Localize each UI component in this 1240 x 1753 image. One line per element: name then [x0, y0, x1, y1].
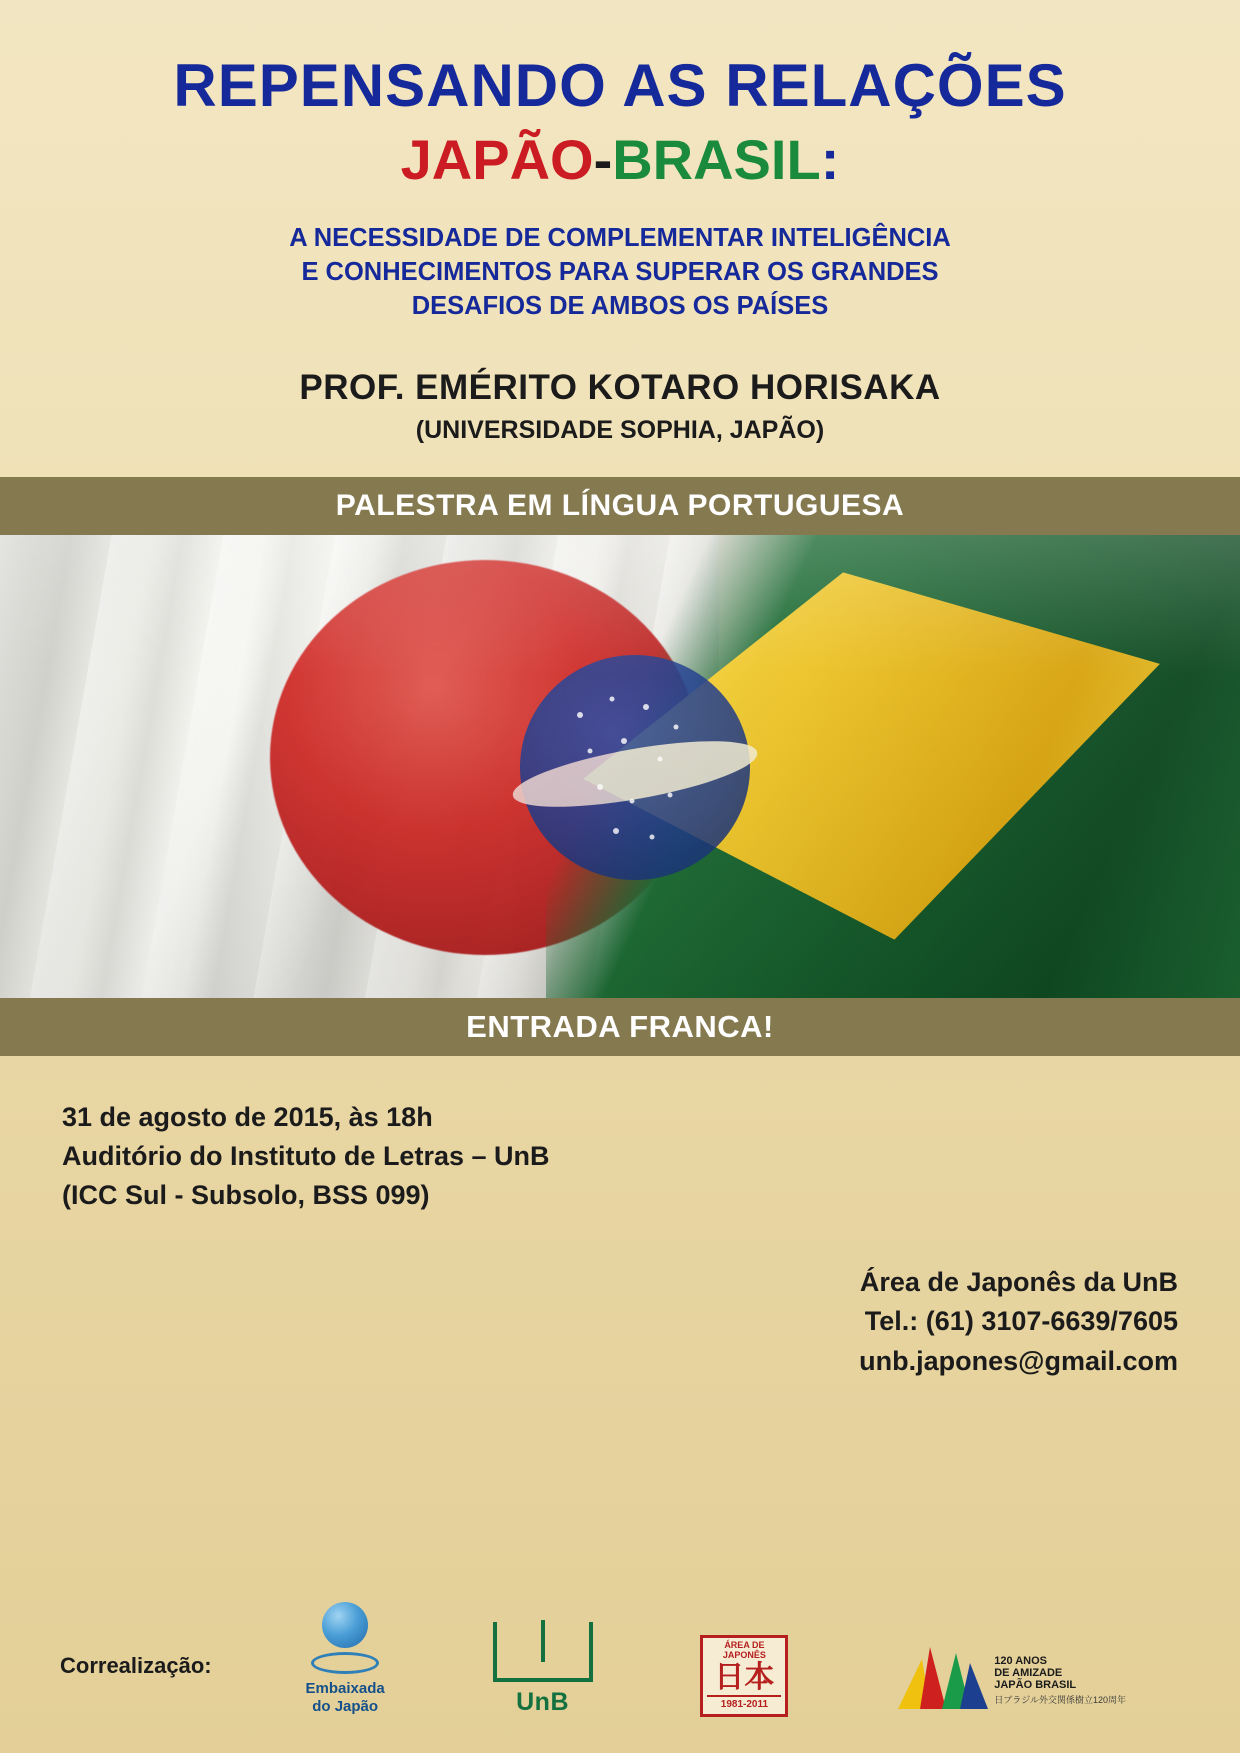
area-logo-kanji: 日本: [714, 1661, 775, 1694]
unb-caption: UnB: [516, 1688, 570, 1716]
logo-row: [212, 1602, 1180, 1718]
correalizacao-label: Correalização:: [60, 1653, 212, 1678]
origami-crane-icon: [896, 1643, 988, 1717]
embassy-ring-icon: [311, 1652, 379, 1674]
120-anos-line-3: JAPÃO BRASIL: [994, 1678, 1077, 1691]
event-details: [62, 1098, 1240, 1215]
banner-free-entry: ENTRADA FRANCA!: [0, 998, 1240, 1056]
unb-mark-icon: [493, 1622, 593, 1682]
poster-title-countries: [30, 129, 1210, 191]
subtitle-line-1: A NECESSIDADE DE COMPLEMENTAR INTELIGÊNCIA: [289, 223, 951, 252]
120-anos-line-1: 120 ANOS: [994, 1654, 1048, 1667]
event-venue: Auditório do Instituto de Letras – UnB: [62, 1141, 550, 1171]
embassy-caption-2: do Japão: [312, 1698, 379, 1716]
contact-organizer: Área de Japonês da UnB: [859, 1267, 1178, 1298]
title-colon: :: [820, 128, 840, 191]
contact-phone: Tel.: (61) 3107-6639/7605: [864, 1306, 1178, 1337]
area-de-japones-logo: [700, 1635, 788, 1717]
contact-block: [0, 1263, 1178, 1380]
area-logo-box: [700, 1635, 788, 1717]
120-anos-amizade-japao-brasil-logo: [896, 1643, 1126, 1717]
title-brasil: BRASIL: [612, 128, 821, 191]
flags-image: [0, 535, 1240, 998]
embassy-sphere-icon: [322, 1602, 368, 1648]
120-anos-caption: [994, 1655, 1126, 1706]
event-date: 31 de agosto de 2015, às 18h: [62, 1101, 433, 1132]
unb-logo: [493, 1622, 593, 1717]
subtitle-line-2: E CONHECIMENTOS PARA SUPERAR OS GRANDES: [301, 258, 939, 287]
area-logo-line-1: ÁREA DE: [724, 1640, 765, 1651]
embassy-of-japan-logo: [306, 1602, 385, 1718]
footer-logos: [0, 1602, 1240, 1718]
contact-email: unb.japones@gmail.com: [859, 1345, 1178, 1376]
event-room: (ICC Sul - Subsolo, BSS 099): [62, 1180, 430, 1211]
poster-subtitle: [170, 221, 1070, 324]
120-anos-line-2: DE AMIZADE: [994, 1666, 1063, 1679]
poster-header: [0, 0, 1240, 445]
banner-language: PALESTRA EM LÍNGUA PORTUGUESA: [0, 477, 1240, 535]
120-anos-line-4: 日ブラジル外交関係樹立120周年: [994, 1694, 1127, 1705]
page-title: REPENSANDO AS RELAÇÕES: [173, 52, 1067, 119]
area-logo-years: 1981-2011: [707, 1695, 781, 1710]
area-logo-line-2: JAPONÊS: [722, 1650, 766, 1661]
title-dash: -: [593, 128, 613, 191]
speaker-affiliation: (UNIVERSIDADE SOPHIA, JAPÃO): [415, 415, 825, 444]
title-japao: JAPÃO: [400, 128, 594, 191]
crane-wing-blue: [960, 1663, 988, 1709]
subtitle-line-3: DESAFIOS DE AMBOS OS PAÍSES: [411, 292, 829, 321]
embassy-caption-1: Embaixada: [305, 1679, 385, 1697]
speaker-name: PROF. EMÉRITO KOTARO HORISAKA: [299, 367, 941, 407]
brazil-flag-stars: [520, 655, 750, 880]
